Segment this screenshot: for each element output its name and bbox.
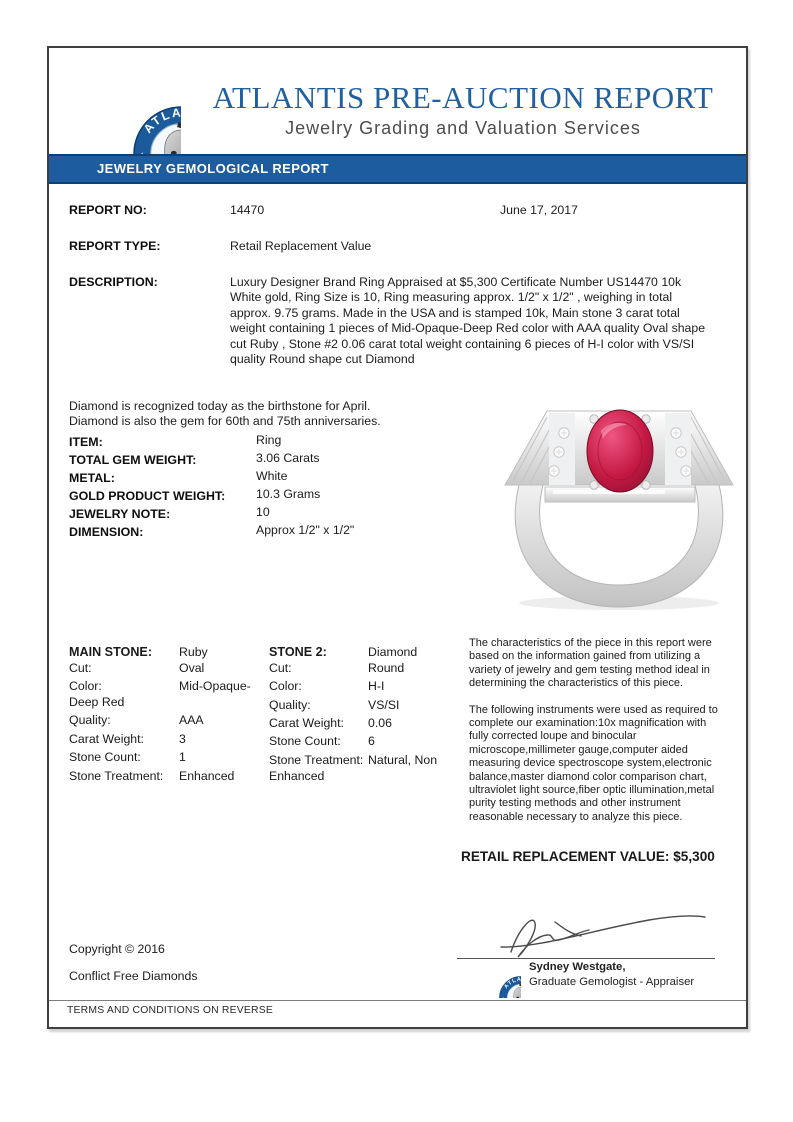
copyright-text: Copyright © 2016 bbox=[69, 942, 165, 956]
stone-row bbox=[69, 750, 257, 766]
atlantis-badge-logo bbox=[85, 58, 181, 154]
stone-row-label: Stone Count: bbox=[269, 734, 341, 749]
stone-row-label: Carat Weight: bbox=[269, 715, 344, 730]
stone-row-label: Color: bbox=[69, 679, 102, 694]
report-no-label: REPORT NO: bbox=[69, 203, 147, 217]
item-row bbox=[69, 469, 489, 487]
stone-row bbox=[269, 661, 457, 677]
item-label: GOLD PRODUCT WEIGHT: bbox=[69, 489, 226, 503]
notes-paragraph: The following instruments were used as required to complete our examination:10x magnification with fully corrected loupe and binocular microscope,millimeter gauge,computer aided measuring device spectroscope system,electronic balance,master diamond color comparison chart, ultraviolet light source,fiber optic illumination,metal purity testing methods and other instrument reasonable necessary to analyze this piece. bbox=[469, 703, 718, 823]
item-label: ITEM: bbox=[69, 435, 103, 449]
item-label: METAL: bbox=[69, 471, 115, 485]
stone-row-value: Enhanced bbox=[179, 768, 235, 783]
notes-paragraph: The characteristics of the piece in this report were based on the information gained from utilizing a variety of jewelry and gem testing method ideal in determining the characteristics of this piece. bbox=[469, 637, 712, 690]
stone-row bbox=[269, 753, 457, 785]
stone-row-label: Quality: bbox=[69, 713, 111, 728]
stone-row-value: Oval bbox=[179, 660, 205, 675]
item-value: 3.06 Carats bbox=[256, 451, 320, 465]
report-card bbox=[47, 46, 748, 1029]
stone-title-value: Ruby bbox=[179, 645, 208, 659]
main-stone-table bbox=[69, 645, 257, 787]
item-row bbox=[69, 451, 489, 469]
stone-row bbox=[69, 769, 257, 785]
stone-title-value: Diamond bbox=[368, 645, 418, 659]
stone-row-label: Color: bbox=[269, 679, 302, 694]
stone-row-value: VS/SI bbox=[368, 697, 400, 712]
signature-image bbox=[497, 908, 709, 958]
item-value: 10 bbox=[256, 505, 270, 519]
item-row bbox=[69, 523, 489, 541]
item-row bbox=[69, 433, 489, 451]
stone-row-value: Round bbox=[368, 660, 405, 675]
stone-row bbox=[269, 716, 457, 732]
report-type-value: Retail Replacement Value bbox=[230, 239, 372, 253]
stone-row-label: Quality: bbox=[269, 697, 311, 712]
stone-row-value: 0.06 bbox=[368, 715, 392, 730]
birthstone-note-line: Diamond is also the gem for 60th and 75th anniversaries. bbox=[69, 414, 381, 429]
methodology-notes bbox=[469, 637, 721, 837]
item-value: White bbox=[256, 469, 288, 483]
stone-row-label: Cut: bbox=[269, 660, 292, 675]
signer-title: Graduate Gemologist - Appraiser bbox=[529, 976, 695, 988]
stone-row-label: Carat Weight: bbox=[69, 731, 144, 746]
stone2-title-row bbox=[269, 645, 457, 661]
item-details-table bbox=[69, 433, 489, 541]
stone-row bbox=[69, 679, 257, 711]
item-label: DIMENSION: bbox=[69, 525, 144, 539]
stone-row-value: H-I bbox=[368, 679, 385, 694]
stone-row-label: Stone Treatment: bbox=[69, 768, 164, 783]
item-value: 10.3 Grams bbox=[256, 487, 321, 501]
valuation-label: RETAIL REPLACEMENT VALUE: bbox=[461, 849, 670, 864]
stone-row-value: 1 bbox=[179, 750, 186, 765]
description-label: DESCRIPTION: bbox=[69, 275, 158, 289]
footer-atlantis-badge-logo bbox=[477, 954, 521, 998]
stone-row-value: 6 bbox=[368, 734, 375, 749]
ring-photo bbox=[489, 395, 749, 614]
stone-row-label: Stone Treatment: bbox=[269, 752, 364, 767]
conflict-free-text: Conflict Free Diamonds bbox=[69, 969, 198, 983]
banner-label: JEWELRY GEMOLOGICAL REPORT bbox=[97, 161, 329, 176]
valuation-amount: $5,300 bbox=[673, 849, 715, 864]
item-row bbox=[69, 505, 489, 523]
description-text: Luxury Designer Brand Ring Appraised at $5,300 Certificate Number US14470 10k White gold, Ring Size is 10, Ring measuring approx. 1/2" x 1/2" , weighing in total approx. 9.75 grams. Made in the USA and is stamped 10k, Main stone 3 carat total weight containing 1 pieces of Mid-Opaque-Deep Red color with AAA quality Oval shape cut Ruby , Stone #2 0.06 carat total weight containing 6 pieces of H-I color with VS/SI quality Round shape cut Diamond bbox=[230, 275, 706, 367]
stone-row-value: Mid-Opaque-Deep Red bbox=[69, 679, 251, 709]
stone2-table bbox=[269, 645, 457, 787]
stone-row-value: 3 bbox=[179, 731, 186, 746]
stone-row-label: Cut: bbox=[69, 660, 92, 675]
report-type-label: REPORT TYPE: bbox=[69, 239, 161, 253]
stone-row bbox=[269, 698, 457, 714]
birthstone-note-line: Diamond is recognized today as the birthstone for April. bbox=[69, 399, 371, 413]
stone-row bbox=[269, 734, 457, 750]
stone-row bbox=[69, 732, 257, 748]
item-label: JEWELRY NOTE: bbox=[69, 507, 171, 521]
terms-text: TERMS AND CONDITIONS ON REVERSE bbox=[67, 1005, 273, 1016]
stone-row bbox=[69, 661, 257, 677]
stone-title-label: STONE 2: bbox=[269, 645, 327, 659]
page-subtitle: Jewelry Grading and Valuation Services bbox=[285, 118, 641, 138]
page-title: ATLANTIS PRE-AUCTION REPORT bbox=[212, 80, 714, 115]
stone-row-value: AAA bbox=[179, 713, 204, 728]
report-date: June 17, 2017 bbox=[500, 203, 578, 217]
stone-row-label: Stone Count: bbox=[69, 750, 141, 765]
terms-divider bbox=[49, 1000, 746, 1001]
item-value: Ring bbox=[256, 433, 282, 447]
signer-name: Sydney Westgate, bbox=[529, 961, 626, 973]
main-stone-title-row bbox=[69, 645, 257, 661]
stone-row-value: Natural, Non Enhanced bbox=[269, 752, 438, 783]
retail-replacement-value bbox=[461, 849, 715, 864]
stone-title-label: MAIN STONE: bbox=[69, 645, 153, 659]
stone-row bbox=[69, 713, 257, 729]
section-banner bbox=[49, 154, 746, 184]
report-no-value: 14470 bbox=[230, 203, 265, 217]
birthstone-note bbox=[69, 399, 381, 430]
stone-row bbox=[269, 679, 457, 695]
item-row bbox=[69, 487, 489, 505]
item-value: Approx 1/2" x 1/2" bbox=[256, 523, 355, 537]
item-label: TOTAL GEM WEIGHT: bbox=[69, 453, 197, 467]
